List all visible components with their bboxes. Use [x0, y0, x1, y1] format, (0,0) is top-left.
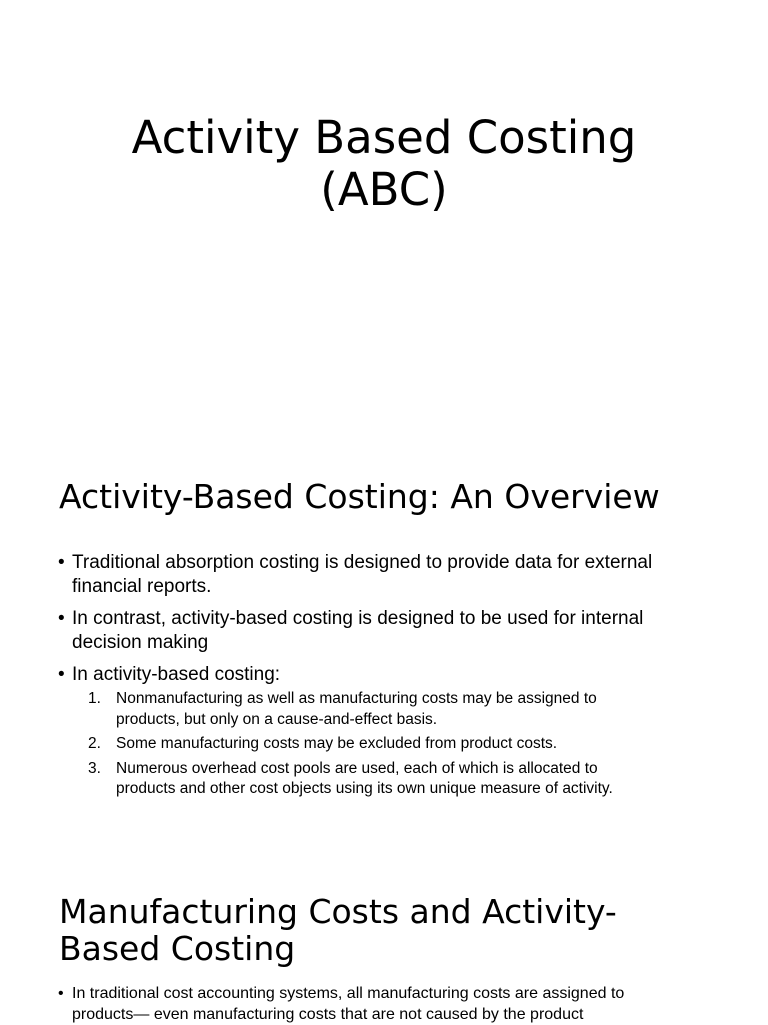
- item-number: 1.: [88, 689, 101, 710]
- bullet-text: financial reports.: [72, 575, 718, 599]
- bullet-text: In contrast, activity-based costing is designed to be used for internal: [72, 607, 718, 631]
- heading-line: Based Costing: [59, 930, 617, 967]
- title-line: Activity Based Costing: [0, 112, 768, 164]
- bullet-text: In traditional cost accounting systems, all manufacturing costs are assigned to: [72, 984, 758, 1005]
- heading-line: Manufacturing Costs and Activity-: [59, 893, 617, 930]
- numbered-text: Some manufacturing costs may be excluded from product costs.: [116, 734, 718, 755]
- manufacturing-bullet-list: [58, 984, 758, 1025]
- bullet-text: decision making: [72, 631, 718, 655]
- bullet-text: Traditional absorption costing is designed to provide data for external: [72, 551, 718, 575]
- bullet-dot-icon: •: [58, 984, 64, 1005]
- numbered-text: products, but only on a cause-and-effect basis.: [116, 710, 718, 731]
- heading-line: Activity-Based Costing: An Overview: [59, 478, 660, 515]
- numbered-text: products and other cost objects using its own unique measure of activity.: [116, 779, 718, 800]
- numbered-text: Numerous overhead cost pools are used, each of which is allocated to: [116, 759, 718, 780]
- bullet-text: In activity-based costing:: [72, 663, 718, 687]
- numbered-text: Nonmanufacturing as well as manufacturing costs may be assigned to: [116, 689, 718, 710]
- item-number: 2.: [88, 734, 101, 755]
- bullet-dot-icon: •: [58, 551, 65, 575]
- bullet-dot-icon: •: [58, 663, 65, 687]
- bullet-dot-icon: •: [58, 607, 65, 631]
- manufacturing-heading: [59, 893, 617, 967]
- item-number: 3.: [88, 759, 101, 780]
- bullet-text: products— even manufacturing costs that are not caused by the product: [72, 1005, 758, 1025]
- title-line: (ABC): [0, 164, 768, 216]
- list-item: [58, 984, 758, 1025]
